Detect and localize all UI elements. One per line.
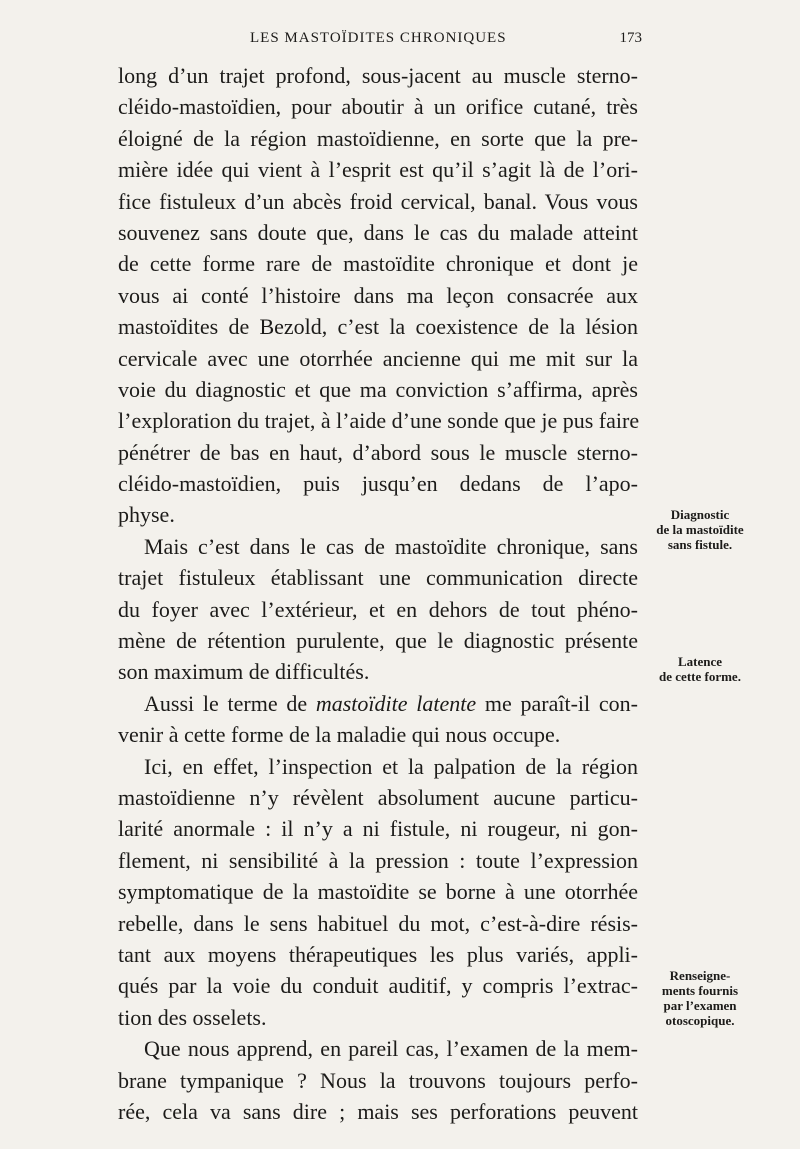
- text-line: venir à cette forme de la maladie qui nous occupe.: [118, 722, 561, 748]
- margin-note-line: de la mastoïdite: [656, 522, 744, 537]
- text-line: mastoïdites de Bezold, c’est la coexistence de la lésion: [118, 314, 638, 340]
- text-line: souvenez sans doute que, dans le cas du malade atteint: [118, 219, 638, 245]
- text-line: de cette forme rare de mastoïdite chronique et dont je: [118, 251, 638, 277]
- text-line: qués par la voie du conduit auditif, y compris l’extrac-: [118, 973, 638, 999]
- margin-note-line: Latence: [677, 654, 723, 669]
- running-head: LES MASTOÏDITES CHRONIQUES: [250, 30, 507, 46]
- margin-note-renseignements: [644, 968, 756, 1028]
- text-line: mastoïdienne n’y révèlent absolument aucune particu-: [118, 784, 638, 810]
- body-text: [118, 60, 638, 1127]
- margin-note-line: Diagnostic: [670, 507, 730, 522]
- text-line: brane tympanique ? Nous la trouvons toujours perfo-: [118, 1067, 638, 1093]
- italic-term: mastoïdite latente: [315, 690, 477, 716]
- text-line: flement, ni sensibilité à la pression : toute l’expression: [118, 847, 638, 873]
- text-line: symptomatique de la mastoïdite se borne à une otorrhée: [118, 879, 638, 905]
- margin-note-line: sans fistule.: [667, 537, 733, 552]
- margin-note-latence: [644, 654, 756, 684]
- margin-note-diagnostic: [644, 507, 756, 552]
- margin-note-line: ments fournis: [661, 983, 739, 998]
- margin-note-line: Renseigne-: [669, 968, 731, 983]
- text-line: voie du diagnostic et que ma conviction s’affirma, après: [118, 376, 638, 402]
- text-line: cervicale avec une otorrhée ancienne qui me mit sur la: [118, 345, 638, 371]
- text-line: mène de rétention purulente, que le diagnostic présente: [118, 628, 638, 654]
- text-line: rée, cela va sans dire ; mais ses perforations peuvent: [118, 1098, 638, 1124]
- text-segment: me paraît-il con-: [484, 690, 638, 716]
- margin-note-line: de cette forme.: [659, 669, 741, 684]
- text-line: du foyer avec l’extérieur, et en dehors de tout phéno-: [118, 596, 638, 622]
- text-line: physe.: [118, 502, 175, 528]
- text-line: cléido-mastoïdien, puis jusqu’en dedans de l’apo-: [118, 471, 638, 497]
- text-line: rebelle, dans le sens habituel du mot, c’est-à-dire résis-: [118, 910, 638, 936]
- text-line: fice fistuleux d’un abcès froid cervical, banal. Vous vous: [118, 188, 638, 214]
- margin-note-line: par l’examen: [663, 998, 737, 1013]
- text-line: éloigné de la région mastoïdienne, en sorte que la pre-: [118, 125, 638, 151]
- text-line: pénétrer de bas en haut, d’abord sous le muscle sterno-: [118, 439, 638, 465]
- text-line: mière idée qui vient à l’esprit est qu’il s’agit là de l’ori-: [118, 157, 638, 183]
- text-line: trajet fistuleux établissant une communication directe: [118, 565, 638, 591]
- margin-note-line: otoscopique.: [665, 1013, 735, 1028]
- text-line: long d’un trajet profond, sous-jacent au muscle sterno-: [118, 63, 638, 88]
- text-line: cléido-mastoïdien, pour aboutir à un orifice cutané, très: [118, 94, 638, 120]
- page-number: 173: [619, 30, 642, 46]
- text-line: larité anormale : il n’y a ni fistule, ni rougeur, ni gon-: [118, 816, 638, 842]
- text-line-with-italic: [118, 688, 638, 719]
- text-line: son maximum de difficultés.: [118, 659, 370, 685]
- text-line: Que nous apprend, en pareil cas, l’examen de la mem-: [144, 1036, 638, 1062]
- text-line: Mais c’est dans le cas de mastoïdite chronique, sans: [144, 533, 638, 559]
- text-line: vous ai conté l’histoire dans ma leçon consacrée aux: [118, 282, 638, 308]
- text-line: l’exploration du trajet, à l’aide d’une sonde que je pus faire: [118, 408, 640, 434]
- text-line: tion des osselets.: [118, 1004, 267, 1030]
- text-line: Ici, en effet, l’inspection et la palpation de la région: [144, 753, 638, 779]
- text-segment: Aussi le terme de: [144, 690, 308, 716]
- page-header: [118, 30, 646, 54]
- text-line: tant aux moyens thérapeutiques les plus variés, appli-: [118, 941, 638, 967]
